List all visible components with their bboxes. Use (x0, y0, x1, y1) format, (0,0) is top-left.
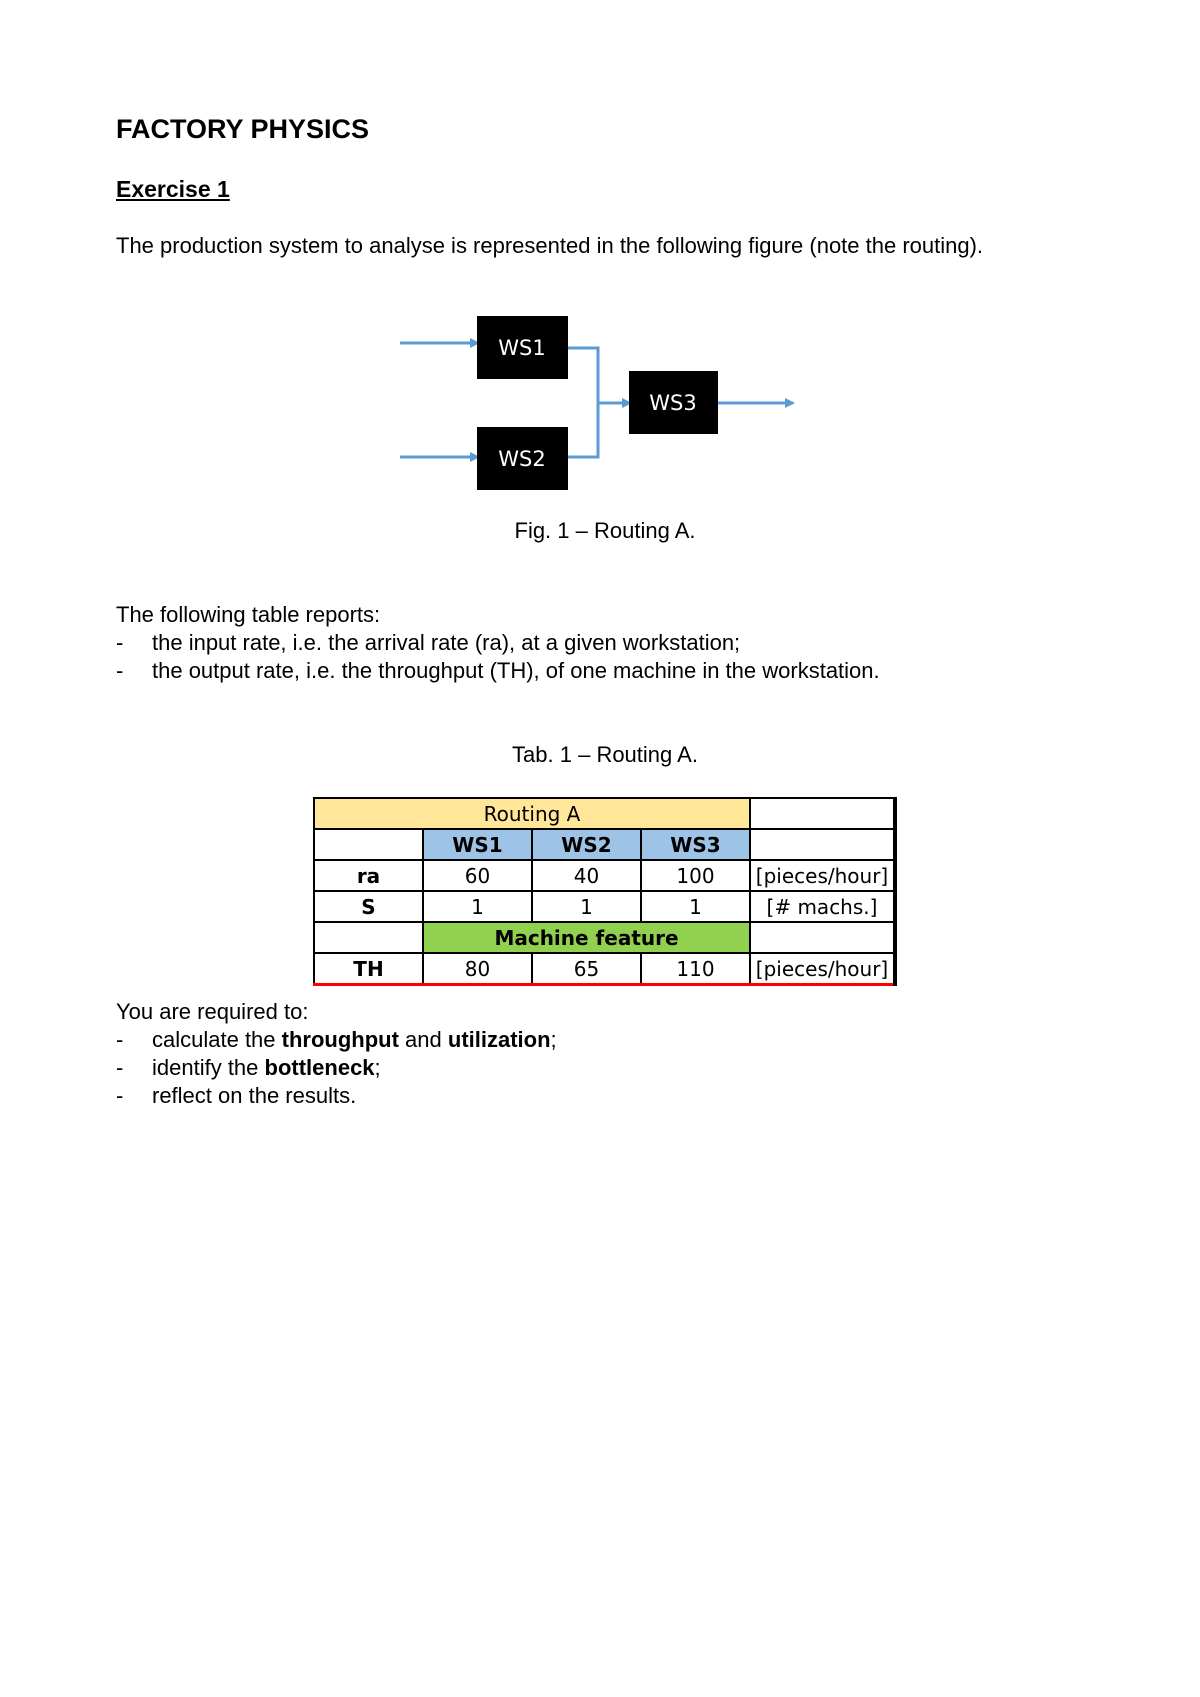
value-cell: 80 (423, 953, 532, 985)
row-label-cell: ra (314, 860, 423, 891)
value-cell: 60 (423, 860, 532, 891)
empty-cell (314, 922, 423, 953)
value-cell: 100 (641, 860, 750, 891)
text-run: ; (550, 1027, 557, 1052)
table-caption: Tab. 1 – Routing A. (512, 742, 698, 767)
bold-term: utilization (447, 1027, 551, 1052)
bullet-dash: - (116, 1027, 124, 1052)
ws3-label: WS3 (649, 391, 697, 415)
value-cell: 1 (641, 891, 750, 922)
bullet-dash: - (116, 630, 124, 655)
unit-cell: [pieces/hour] (750, 860, 895, 891)
ws1-label: WS1 (498, 336, 546, 360)
bold-term: bottleneck (264, 1055, 375, 1080)
section-header-cell: Machine feature (423, 922, 750, 953)
row-label-cell: S (314, 891, 423, 922)
bullet-dash: - (116, 1083, 124, 1108)
empty-cell (750, 829, 895, 860)
unit-cell: [# machs.] (750, 891, 895, 922)
text-run: calculate the (152, 1027, 282, 1052)
exercise-heading: Exercise 1 (116, 176, 230, 202)
table-row (314, 953, 895, 985)
list-item (116, 1054, 1016, 1082)
empty-cell (750, 798, 895, 829)
connector-ws1 (567, 348, 598, 457)
column-header-cell: WS1 (423, 829, 532, 860)
value-cell: 1 (423, 891, 532, 922)
bullet-dash: - (116, 1055, 124, 1080)
bullet-dash: - (116, 658, 124, 683)
ws2-label: WS2 (498, 447, 546, 471)
row-label-cell: TH (314, 953, 423, 985)
routing-table (313, 797, 897, 986)
list-item-text (152, 1054, 381, 1082)
unit-cell: [pieces/hour] (750, 953, 895, 985)
table-row (314, 891, 895, 922)
value-cell: 65 (532, 953, 641, 985)
table-row (314, 798, 895, 829)
list-item (116, 1082, 1016, 1110)
list-item (116, 657, 1016, 685)
column-header-cell: WS2 (532, 829, 641, 860)
value-cell: 110 (641, 953, 750, 985)
requirements-lead: You are required to: (116, 999, 309, 1024)
list-item-text: reflect on the results. (152, 1083, 357, 1108)
list-item (116, 1026, 1016, 1054)
intro-paragraph: The production system to analyse is represented in the following figure (note the routing). (116, 233, 984, 258)
column-header-cell: WS3 (641, 829, 750, 860)
list-item-text: the input rate, i.e. the arrival rate (ra), at a given workstation; (152, 630, 741, 655)
table-row (314, 829, 895, 860)
table-row (314, 860, 895, 891)
table-intro-lead: The following table reports: (116, 602, 381, 627)
figure-caption: Fig. 1 – Routing A. (514, 518, 696, 543)
routing-diagram (390, 300, 810, 500)
text-run: ; (374, 1055, 381, 1080)
empty-cell (750, 922, 895, 953)
empty-cell (314, 829, 423, 860)
bold-term: throughput (281, 1027, 399, 1052)
list-item (116, 629, 1016, 657)
page-title: FACTORY PHYSICS (116, 114, 370, 144)
group-header-cell: Routing A (314, 798, 750, 829)
table-row (314, 922, 895, 953)
text-run: identify the (152, 1055, 265, 1080)
list-item-text (152, 1026, 557, 1054)
value-cell: 1 (532, 891, 641, 922)
list-item-text: the output rate, i.e. the throughput (TH), of one machine in the workstation. (152, 658, 880, 683)
text-run: and (398, 1027, 448, 1052)
value-cell: 40 (532, 860, 641, 891)
